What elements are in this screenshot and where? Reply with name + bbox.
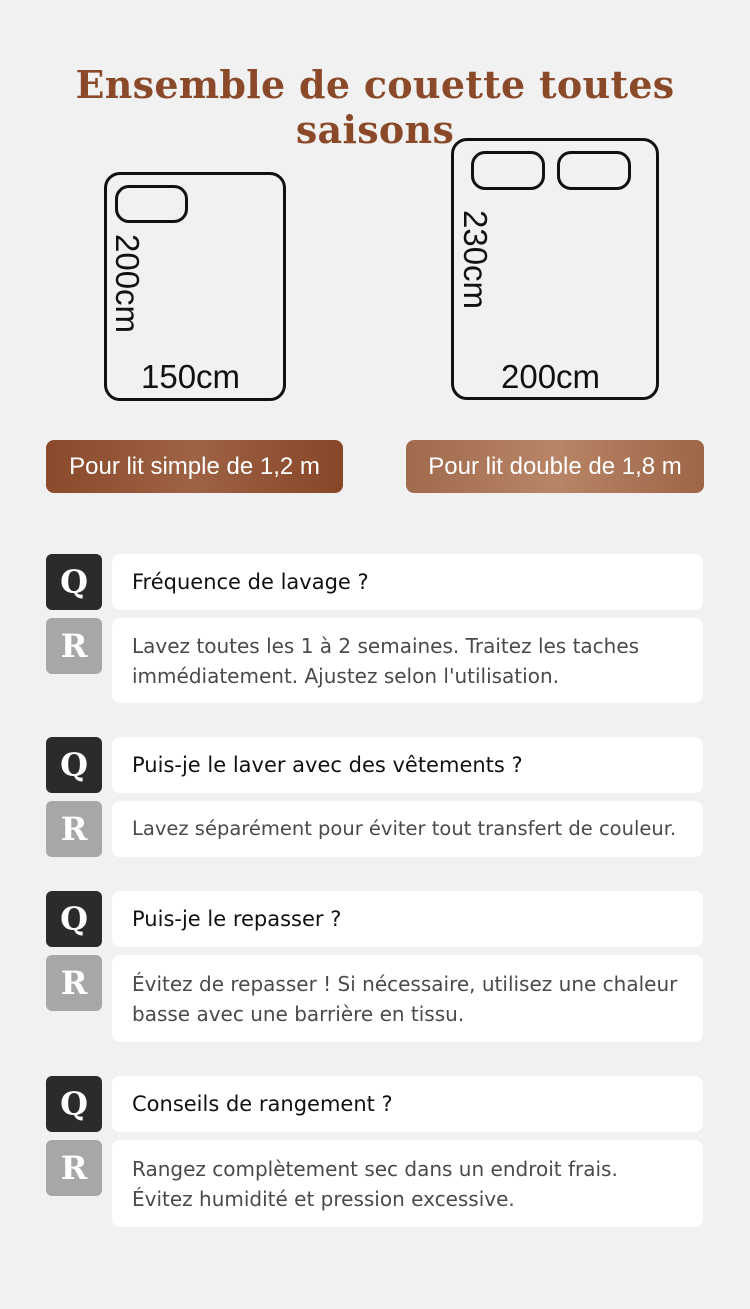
single-bed-pillow-icon (115, 185, 188, 223)
answer-card (112, 1140, 703, 1227)
question-card (112, 1076, 703, 1132)
double-bed-length-label: 230cm (457, 210, 494, 310)
answer-card (112, 618, 703, 703)
double-bed-width-label: 200cm (501, 358, 601, 395)
single-bed-size-button[interactable]: Pour lit simple de 1,2 m (46, 440, 343, 493)
double-bed-pillow-right-icon (557, 151, 631, 190)
answer-line: Lavez séparément pour éviter tout transfert de couleur. (132, 817, 677, 840)
question-badge: Q (46, 554, 102, 610)
question-text: Conseils de rangement ? (132, 1092, 393, 1116)
answer-badge: R (46, 955, 102, 1011)
single-bed-width-label: 150cm (141, 358, 241, 395)
answer-card (112, 801, 703, 857)
answer-line: Évitez de repasser ! Si nécessaire, utilisez une chaleur (132, 971, 678, 996)
answer-badge: R (46, 1140, 102, 1196)
answer-line: Évitez humidité et pression excessive. (132, 1186, 515, 1211)
question-badge: Q (46, 1076, 102, 1132)
single-bed-length-label: 200cm (109, 234, 146, 334)
double-bed-size-button[interactable]: Pour lit double de 1,8 m (406, 440, 704, 493)
answer-line: basse avec une barrière en tissu. (132, 1001, 465, 1026)
question-card (112, 891, 703, 947)
answer-badge: R (46, 618, 102, 674)
question-text: Puis-je le repasser ? (132, 907, 342, 931)
question-badge: Q (46, 737, 102, 793)
page-title: Ensemble de couette toutes saisons (75, 62, 675, 152)
question-badge: Q (46, 891, 102, 947)
question-text: Puis-je le laver avec des vêtements ? (132, 753, 523, 777)
answer-badge: R (46, 801, 102, 857)
answer-line: Rangez complètement sec dans un endroit frais. (132, 1156, 618, 1181)
answer-line: immédiatement. Ajustez selon l'utilisation. (132, 663, 559, 688)
double-bed-pillow-left-icon (471, 151, 545, 190)
question-card (112, 554, 703, 610)
answer-line: Lavez toutes les 1 à 2 semaines. Traitez les taches (132, 633, 640, 658)
question-text: Fréquence de lavage ? (132, 570, 369, 594)
answer-card (112, 955, 703, 1042)
question-card (112, 737, 703, 793)
